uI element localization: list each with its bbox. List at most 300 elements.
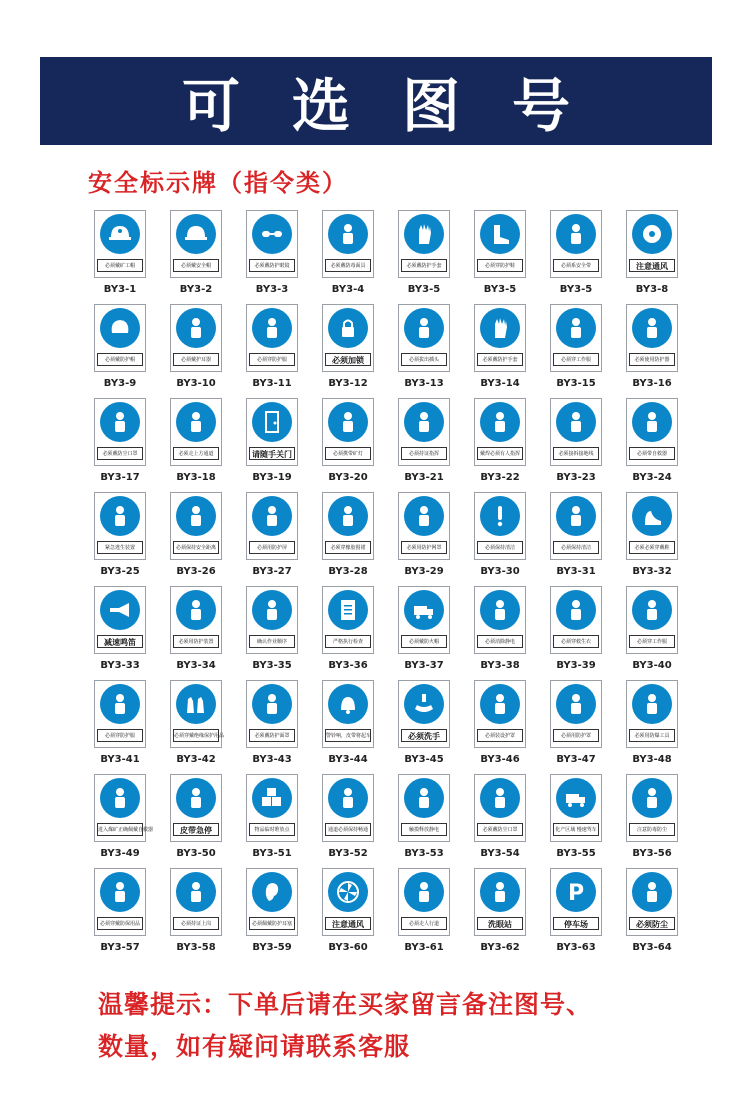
sign-code: BY3-28 [328,566,368,577]
sign-card [246,304,298,372]
glove-icon [480,308,520,348]
slow-truck-icon [556,778,596,818]
sign-code: BY3-29 [404,566,444,577]
sign-item [82,492,158,586]
sign-card [474,398,526,466]
sign-item [386,868,462,962]
sign-code: BY3-53 [404,848,444,859]
sign-card [550,680,602,748]
sign-item [82,210,158,304]
sign-card [550,586,602,654]
sign-card [626,304,678,372]
sign-code: BY3-14 [480,378,520,389]
sign-label: 必须使用防护器 [629,353,675,366]
sign-item [158,210,234,304]
sign-label: 必须洗手 [401,729,447,742]
sign-label: 必须用防护装置 [173,635,219,648]
sign-code: BY3-15 [556,378,596,389]
sign-code: BY3-58 [176,942,216,953]
sign-item [82,868,158,962]
sign-label: 必须接拆接地线 [553,447,599,460]
sign-label: 必须穿防护服 [97,729,143,742]
sign-code: BY3-49 [100,848,140,859]
sign-label: 通道必须保持畅通 [325,823,371,836]
sign-item [310,586,386,680]
sign-card [626,774,678,842]
coverall-icon [100,684,140,724]
wash-hands-icon [404,684,444,724]
sign-label: 皮带急停 [173,823,219,836]
sign-label: 减速鸣笛 [97,635,143,648]
sign-item [310,398,386,492]
sign-code: BY3-51 [252,848,292,859]
touch-icon [404,778,444,818]
sign-code: BY3-19 [252,472,292,483]
sign-code: BY3-55 [556,848,596,859]
sign-code: BY3-26 [176,566,216,577]
sign-item [462,492,538,586]
sign-item [386,492,462,586]
sign-item [234,680,310,774]
sign-label: 必须用防护网罩 [401,541,447,554]
sign-card [322,868,374,936]
parking-icon [556,872,596,912]
sign-code: BY3-47 [556,754,596,765]
sign-card [246,492,298,560]
sign-code: BY3-34 [176,660,216,671]
passage-icon [328,778,368,818]
sign-card [626,492,678,560]
tip-line-1: 温馨提示：下单后请在买家留言备注图号、 [98,990,593,1019]
sign-card [398,774,450,842]
sign-item [82,586,158,680]
sign-card [550,304,602,372]
sign-code: BY3-60 [328,942,368,953]
signal-person-icon [404,402,444,442]
sign-item [538,586,614,680]
sign-code: BY3-59 [252,942,292,953]
guard-icon [176,590,216,630]
page-title: 可选图号 [40,57,712,145]
sign-card [94,774,154,842]
sign-card [246,774,298,842]
sign-label: 必须穿戴防保用品 [97,917,143,930]
sign-card [170,774,222,842]
sign-item [82,774,158,868]
sign-item [158,586,234,680]
sign-code: BY3-48 [632,754,672,765]
sign-item [82,398,158,492]
sign-card [398,304,450,372]
sign-item [462,210,538,304]
sign-label: 必须穿防护鞋 [477,259,523,272]
sign-code: BY3-30 [480,566,520,577]
lifejacket-icon [556,590,596,630]
sign-label: 必须戴安全帽 [173,259,219,272]
sign-code: BY3-22 [480,472,520,483]
sign-label: 洗眼站 [477,917,523,930]
sign-label: 必须防尘 [629,917,675,930]
sign-label: 警铃响，皮带将起车 [325,729,371,742]
sign-card [94,210,146,278]
sign-item [310,492,386,586]
vent-fan-icon [328,872,368,912]
cap-icon [100,308,140,348]
sign-card [170,210,222,278]
sign-item [462,774,538,868]
sign-code: BY3-5 [559,284,593,295]
sign-card [550,210,602,278]
helmet-icon [176,214,216,254]
sign-item [386,304,462,398]
sign-code: BY3-2 [179,284,213,295]
sign-label: 必须保持清洁 [477,541,523,554]
sign-code: BY3-3 [255,284,289,295]
sign-label: 停车场 [553,917,599,930]
sign-card [94,586,146,654]
sign-card [550,868,602,936]
sign-code: BY3-10 [176,378,216,389]
sign-card [474,586,526,654]
sign-item [234,868,310,962]
sign-item [310,774,386,868]
sign-label: 必须戴矿工帽 [97,259,143,272]
earmuff-icon [176,308,216,348]
sign-label: 必须保持清洁 [553,541,599,554]
sign-item [614,774,690,868]
gas-mask-icon [328,214,368,254]
sign-code: BY3-62 [480,942,520,953]
sign-label: 必须戴防护面罩 [249,729,295,742]
boot-icon [480,214,520,254]
sign-label: 必须戴防尘口罩 [477,823,523,836]
face-shield-icon [252,684,292,724]
sign-item [386,398,462,492]
sign-code: BY3-41 [100,754,140,765]
sign-card [246,680,298,748]
sign-card [322,586,374,654]
sign-label: 必须消除静电 [477,635,523,648]
hand-tool-icon [632,308,672,348]
horn-icon [100,590,140,630]
sign-label: 紧急逃生装置 [97,541,143,554]
sign-code: BY3-36 [328,660,368,671]
sign-label: 必须用防护罩 [553,729,599,742]
sign-code: BY3-63 [556,942,596,953]
dust-mask-icon [632,872,672,912]
boxes-icon [252,778,292,818]
workwear-icon [556,308,596,348]
cylinders-icon [176,496,216,536]
sign-code: BY3-25 [100,566,140,577]
sign-item [82,304,158,398]
sign-label: 必须戴防护手套 [401,259,447,272]
sign-item [234,304,310,398]
sign-label: 必须戴护耳器 [173,353,219,366]
lock-icon [328,308,368,348]
sign-label: 必须穿橡胶围裙 [325,541,371,554]
sign-card [398,680,450,748]
sign-label: 化产区域 慢速驾车 [553,823,599,836]
sign-card [474,304,526,372]
sign-code: BY3-40 [632,660,672,671]
sign-label: 必须持证指挥 [401,447,447,460]
sign-card [626,398,678,466]
plug-icon [404,308,444,348]
sign-item [158,868,234,962]
sign-code: BY3-21 [404,472,444,483]
sign-card [170,492,222,560]
sign-code: BY3-38 [480,660,520,671]
checklist-icon [328,590,368,630]
sign-item [538,492,614,586]
sign-code: BY3-4 [331,284,365,295]
sign-item [310,210,386,304]
broom-icon [556,496,596,536]
suit-icon [252,308,292,348]
lamp-icon [328,402,368,442]
certificate-icon [176,872,216,912]
sign-card [94,680,146,748]
sign-item [234,398,310,492]
sign-card [550,398,602,466]
sign-card [398,210,450,278]
sign-item [158,680,234,774]
sign-card [94,398,146,466]
hardhat-icon [100,214,140,254]
sign-item [462,680,538,774]
sign-card [474,680,526,748]
sign-card [246,398,298,466]
face-mask-icon [632,778,672,818]
sign-code: BY3-12 [328,378,368,389]
section-title: 安全标示牌（指令类） [88,169,348,197]
sign-card [246,868,298,936]
sign-label: 必须戴防尘口罩 [97,447,143,460]
sign-item [538,398,614,492]
sign-item [310,680,386,774]
sign-item [538,868,614,962]
sign-card [398,398,450,466]
sign-code: BY3-44 [328,754,368,765]
sign-label: 必须拔出插头 [401,353,447,366]
sign-code: BY3-64 [632,942,672,953]
sign-label: 注意通风 [325,917,371,930]
sign-card [474,868,526,936]
sign-card [550,492,602,560]
escape-device-icon [100,496,140,536]
sign-code: BY3-13 [404,378,444,389]
sign-card [94,304,146,372]
exclamation-icon [480,496,520,536]
sign-code: BY3-16 [632,378,672,389]
mask-icon [100,402,140,442]
sign-item [538,210,614,304]
sign-item [310,868,386,962]
sign-label: 必须持证上岗 [173,917,219,930]
sign-code: BY3-9 [103,378,137,389]
sign-item [386,586,462,680]
sign-card [246,586,298,654]
sign-code: BY3-32 [632,566,672,577]
fan-icon [632,214,672,254]
tip-line-2: 数量，如有疑问请联系客服 [98,1032,411,1061]
sign-label: 必须戴防护手套 [477,353,523,366]
sign-item [386,774,462,868]
sign-label: 必须穿工作服 [629,635,675,648]
sign-item [158,774,234,868]
sign-card [94,868,146,936]
sign-label: 必须携带矿灯 [325,447,371,460]
conveyor-icon [480,684,520,724]
workwear-icon [632,590,672,630]
foot-icon [632,496,672,536]
sign-item [614,868,690,962]
sign-card [170,304,222,372]
sign-code: BY3-39 [556,660,596,671]
sign-card [322,774,374,842]
sign-item [234,210,310,304]
sign-label: 注意通风 [629,259,675,272]
stop-button-icon [176,778,216,818]
sign-code: BY3-5 [407,284,441,295]
sign-label: 请随手关门 [249,447,295,460]
ground-wire-icon [556,402,596,442]
ear-icon [252,872,292,912]
sign-code: BY3-50 [176,848,216,859]
apron-icon [328,496,368,536]
sign-label: 物品临时堆放点 [249,823,295,836]
sign-card [322,304,374,372]
sign-code: BY3-17 [100,472,140,483]
sign-item [462,398,538,492]
sign-code: BY3-24 [632,472,672,483]
sign-code: BY3-20 [328,472,368,483]
sign-item [614,304,690,398]
sign-card [626,586,678,654]
net-icon [404,496,444,536]
sign-item [386,210,462,304]
sign-label: 必须必须穿戴鞋 [629,541,675,554]
sign-card [398,868,450,936]
tool-guard-icon [556,684,596,724]
sign-code: BY3-8 [635,284,669,295]
sign-item [614,210,690,304]
sign-label: 必须戴防护帽 [97,353,143,366]
sign-card [322,680,374,748]
ppe-person-icon [100,872,140,912]
sign-item [614,586,690,680]
sign-card [550,774,602,842]
sign-label: 必须穿工作服 [553,353,599,366]
sign-card [322,210,374,278]
sign-code: BY3-56 [632,848,672,859]
sign-label: 必须保持安全距离 [173,541,219,554]
rescuer-icon [632,402,672,442]
sign-code: BY3-46 [480,754,520,765]
sign-item [310,304,386,398]
sign-card [398,492,450,560]
sign-code: BY3-5 [483,284,517,295]
sign-label: 进入煤矿正确佩戴自救器 [97,823,143,836]
truck-icon [404,590,444,630]
sign-item [462,586,538,680]
sign-label: 必须穿防护服 [249,353,295,366]
sign-label: 必须带自救器 [629,447,675,460]
sign-label: 必须系安全带 [553,259,599,272]
sign-code: BY3-37 [404,660,444,671]
sign-card [170,398,222,466]
sign-label: 必须戴防护眼镜 [249,259,295,272]
sign-item [614,680,690,774]
sign-card [626,210,678,278]
sign-label: 必须佩戴防护耳塞 [249,917,295,930]
sign-card [626,680,678,748]
sign-item [158,398,234,492]
sign-code: BY3-52 [328,848,368,859]
sign-item [234,586,310,680]
sign-card [322,398,374,466]
sign-grid [82,210,682,962]
sign-item [614,492,690,586]
sign-code: BY3-45 [404,754,444,765]
svg-text:P: P [567,881,585,906]
sign-label: 必须加锁 [325,353,371,366]
sign-code: BY3-1 [103,284,137,295]
screen-icon [252,496,292,536]
static-icon [480,590,520,630]
sign-label: 触摸释放静电 [401,823,447,836]
sign-code: BY3-33 [100,660,140,671]
sign-card [626,868,678,936]
sign-card [170,868,222,936]
sign-item [82,680,158,774]
sign-item [538,304,614,398]
sign-item [234,774,310,868]
sign-code: BY3-42 [176,754,216,765]
door-icon [252,402,292,442]
sign-label: 戴焊必须有人指挥 [477,447,523,460]
sign-label: 确认作业顺序 [249,635,295,648]
sign-item [538,680,614,774]
sign-card [322,492,374,560]
sign-label: 注意防毒防尘 [629,823,675,836]
sign-label: 必须穿救生衣 [553,635,599,648]
sign-code: BY3-61 [404,942,444,953]
goggles-icon [252,214,292,254]
helmet-mask-icon [480,778,520,818]
sign-code: BY3-27 [252,566,292,577]
welding-icon [480,402,520,442]
sign-label: 必须用防护屏 [249,541,295,554]
sign-card [398,586,450,654]
sign-item [538,774,614,868]
rescuer-icon [100,778,140,818]
sequence-icon [252,590,292,630]
sign-card [474,492,526,560]
sign-label: 必须走人行道 [401,917,447,930]
overpass-icon [176,402,216,442]
sign-item [614,398,690,492]
sign-card [170,680,225,748]
sign-label: 必须用防爆工具 [629,729,675,742]
gloves-pair-icon [176,684,216,724]
sign-label: 必须戴防毒面具 [325,259,371,272]
sign-code: BY3-43 [252,754,292,765]
sign-card [94,492,146,560]
sign-label: 必须穿戴绝缘保护用品 [173,729,219,742]
sign-card [474,210,526,278]
